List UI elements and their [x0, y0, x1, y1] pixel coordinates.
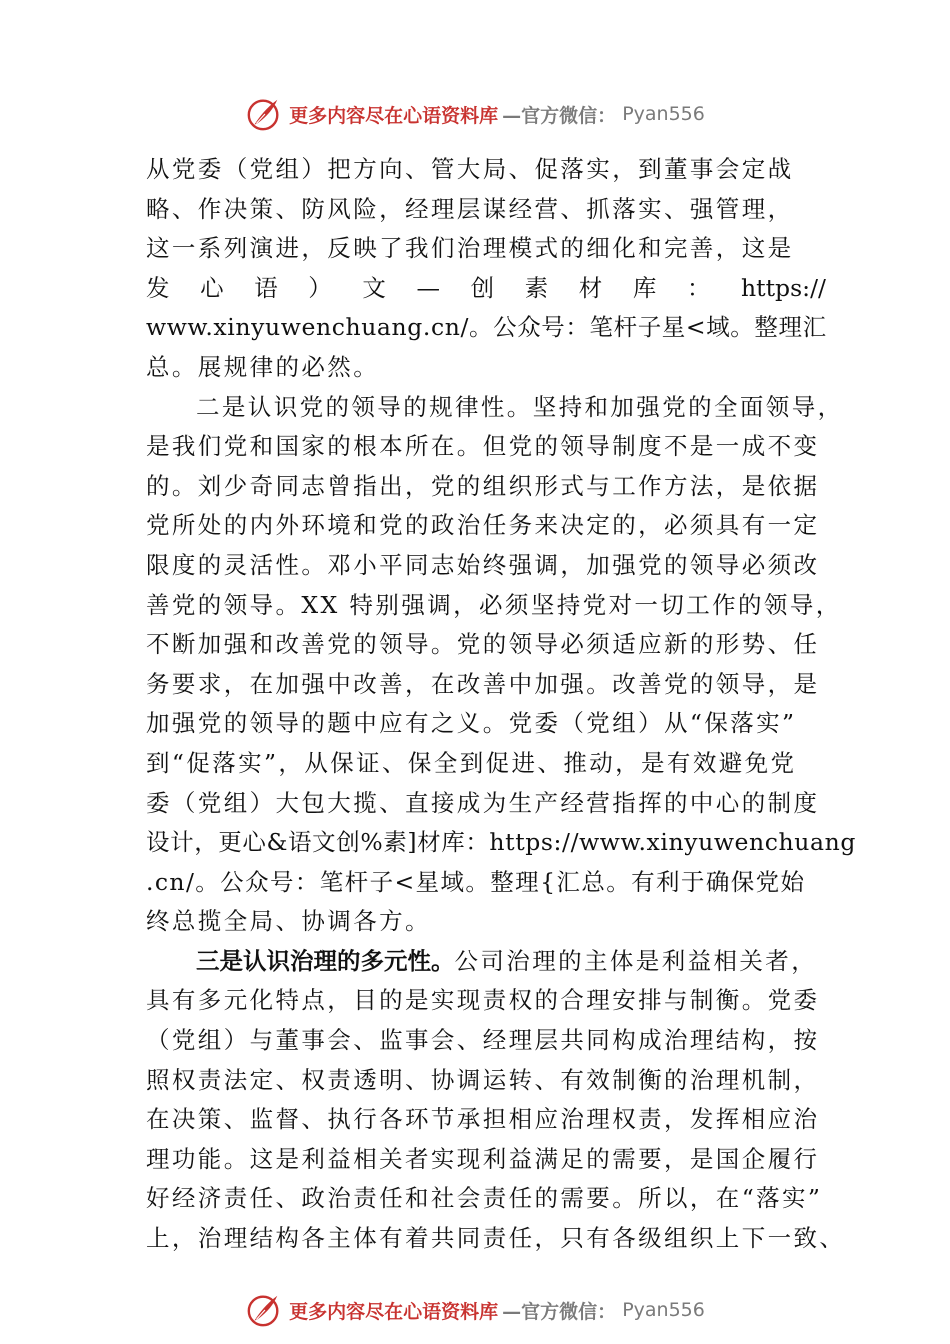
- text-line: 是我们党和国家的根本所在。但党的领导制度不是一成不变: [146, 432, 820, 461]
- text-line: 理功能。这是利益相关者实现利益满足的需要，是国企履行: [146, 1144, 820, 1173]
- spaced-char: https://: [741, 273, 826, 302]
- document-body: [146, 150, 857, 1259]
- spaced-char: 文: [362, 273, 386, 302]
- spaced-char: 语: [254, 273, 278, 302]
- footer-brand-text: 更多内容尽在心语资料库: [289, 1300, 499, 1323]
- header-wechat-label: —官方微信：: [502, 104, 617, 127]
- quill-pen-logo-icon: [245, 95, 283, 133]
- text-line: 到“促落实”，从保证、保全到促进、推动，是有效避免党: [146, 748, 797, 777]
- text-line: 照权责法定、权责透明、协调运转、有效制衡的治理机制，: [146, 1065, 820, 1094]
- text-line: 党所处的内外环境和党的政治任务来决定的，必须具有一定: [146, 511, 820, 540]
- spaced-text-line: [146, 269, 826, 309]
- footer-banner: [0, 1290, 950, 1330]
- paragraph-2-first-line: 二是认识党的领导的规律性。坚持和加强党的全面领导，: [196, 392, 844, 421]
- text-line: 上，治理结构各主体有着共同责任，只有各级组织上下一致、: [146, 1224, 846, 1253]
- paragraph-3-first-line: [146, 942, 826, 982]
- text-line: 在决策、监督、执行各环节承担相应治理权责，发挥相应治: [146, 1105, 820, 1134]
- header-wechat-handle: Pyan556: [622, 103, 705, 125]
- text-line: 务要求，在加强中改善，在改善中加强。改善党的领导，是: [146, 669, 820, 698]
- text-line: （党组）与董事会、监事会、经理层共同构成治理结构，按: [146, 1026, 820, 1055]
- footer-wechat-handle: Pyan556: [622, 1299, 705, 1321]
- text-line: www.xinyuwenchuang.cn/。公众号：笔杆子星<域。整理汇: [146, 313, 827, 342]
- text-line: 终总揽全局、协调各方。: [146, 907, 431, 936]
- spaced-char: 创: [470, 273, 495, 302]
- text-line: 的。刘少奇同志曾指出，党的组织形式与工作方法，是依据: [146, 471, 820, 500]
- spaced-char: 素: [524, 273, 549, 302]
- spaced-char: 材: [578, 273, 603, 302]
- text-line: 委（党组）大包大揽、直接成为生产经营指挥的中心的制度: [146, 788, 820, 817]
- text-line: 设计，更心&语文创%素]材库：https://www.xinyuwenchuang: [146, 828, 857, 857]
- footer-wechat-label: —官方微信：: [502, 1300, 617, 1323]
- text-line: 总。展规律的必然。: [146, 352, 380, 381]
- spaced-char: ）: [308, 273, 332, 302]
- text-line: 加强党的领导的题中应有之义。党委（党组）从“保落实”: [146, 709, 797, 738]
- text-line: .cn/。公众号：笔杆子<星域。整理{汇总。有利于确保党始: [146, 867, 806, 896]
- text-line: 略、作决策、防风险，经理层谋经营、抓落实、强管理，: [146, 194, 794, 223]
- text-line: 善党的领导。XX 特别强调，必须坚持党对一切工作的领导，: [146, 590, 842, 619]
- spaced-char: —: [416, 273, 440, 302]
- quill-pen-logo-icon: [245, 1291, 283, 1329]
- section-3-heading: 三是认识治理的多元性。: [196, 946, 455, 975]
- text-line: 具有多元化特点，目的是实现责权的合理安排与制衡。党委: [146, 986, 820, 1015]
- text-line: 好经济责任、政治责任和社会责任的需要。所以，在“落实”: [146, 1184, 823, 1213]
- spaced-char: ：: [686, 273, 711, 302]
- text-line: 限度的灵活性。邓小平同志始终强调，加强党的领导必须改: [146, 550, 820, 579]
- text-line: 从党委（党组）把方向、管大局、促落实，到董事会定战: [146, 155, 794, 183]
- header-banner: [0, 94, 950, 134]
- spaced-char: 心: [200, 273, 224, 302]
- spaced-char: 库: [632, 273, 657, 302]
- paragraph-3-lead-text: 公司治理的主体是利益相关者，: [454, 946, 818, 975]
- spaced-char: 发: [146, 273, 170, 302]
- header-brand-text: 更多内容尽在心语资料库: [289, 104, 499, 127]
- text-line: 这一系列演进，反映了我们治理模式的细化和完善，这是: [146, 234, 794, 263]
- text-line: 不断加强和改善党的领导。党的领导必须适应新的形势、任: [146, 630, 820, 659]
